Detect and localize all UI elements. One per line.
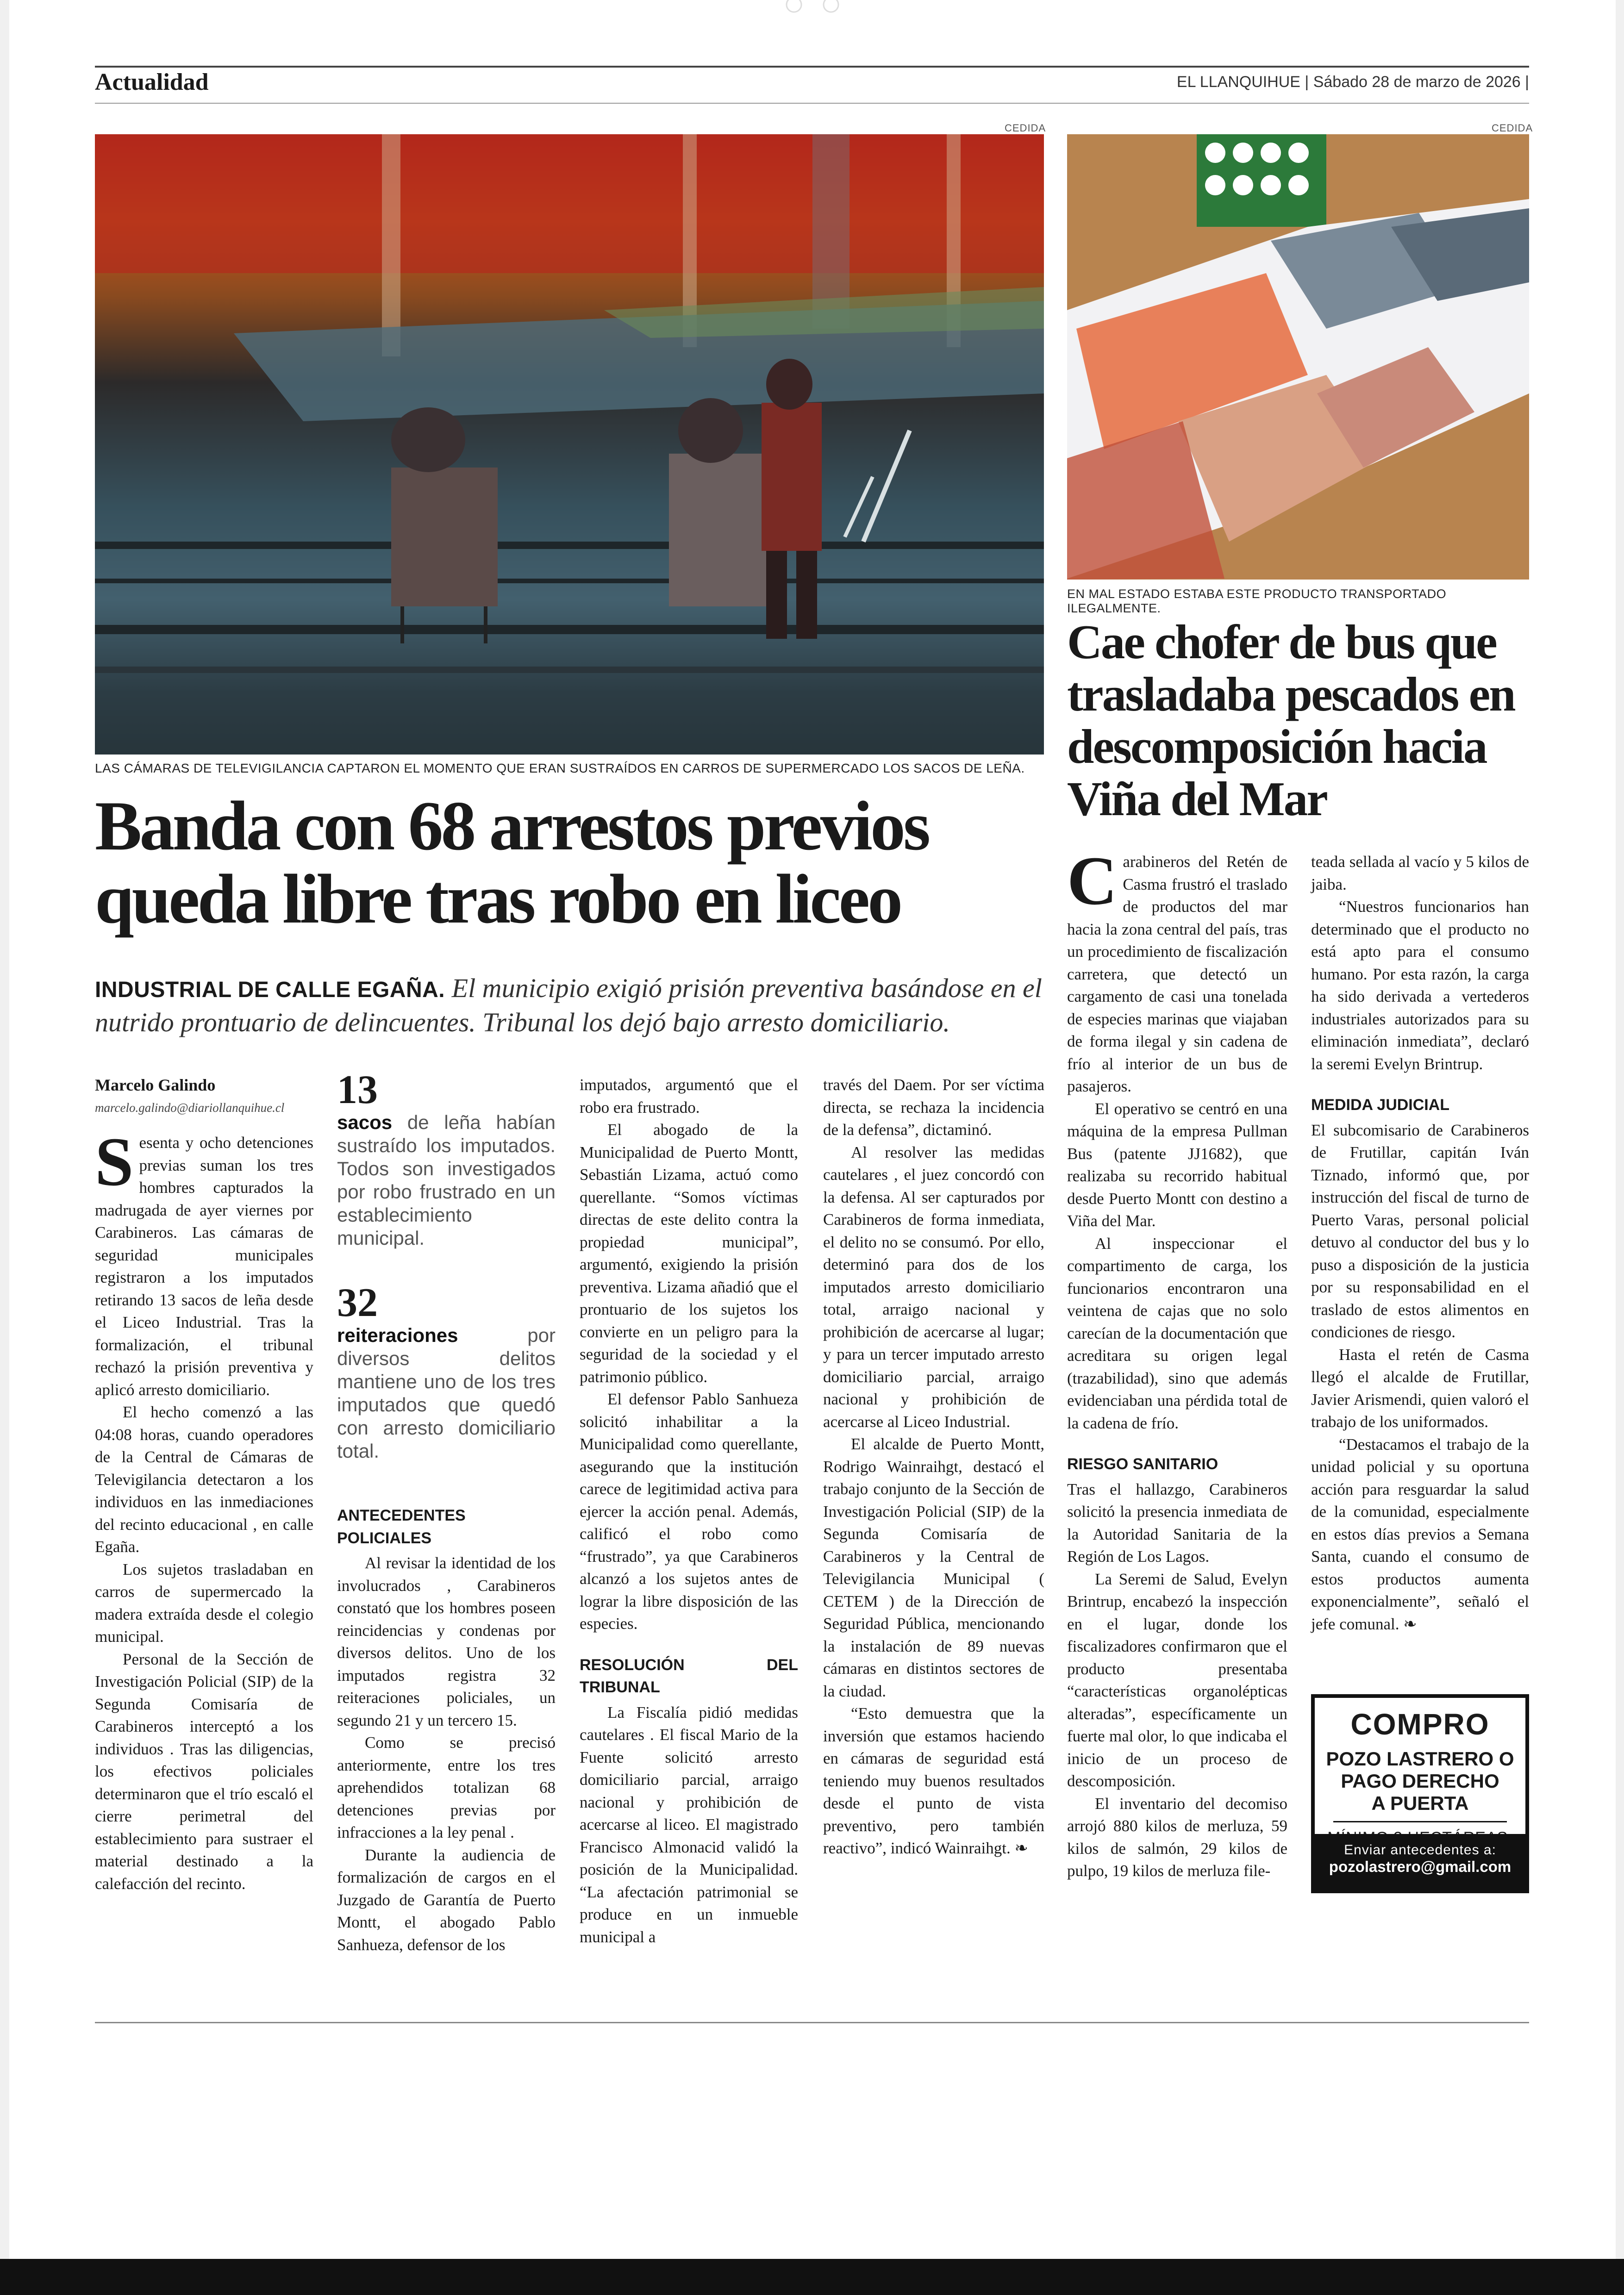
fact2-number: 32 [337, 1280, 378, 1325]
photo2-caption: EN MAL ESTADO ESTABA ESTE PRODUCTO TRANSPORTADO ILEGALMENTE. [1067, 587, 1447, 615]
photo-seized-fish [1067, 134, 1529, 580]
article2-para: teada sellada al vacío y 5 kilos de jaiba. [1311, 853, 1529, 893]
author-name: Marcelo Galindo [95, 1076, 216, 1094]
article1-headline-line2: queda libre tras robo en liceo [95, 860, 901, 938]
article1-col1 [95, 1074, 313, 1895]
article1-para: Al revisar la identidad de los involucrados , Carabineros constató que los hombres poseen reincidencias y condenas por diversos delitos. Uno de los imputados registra 32 reiteraciones policiales, un segundo 21 y un tercero 15. [337, 1554, 556, 1729]
article1-col4 [823, 1074, 1044, 1860]
photo1-caption: LAS CÁMARAS DE TELEVIGILANCIA CAPTARON EL MOMENTO QUE ERAN SUSTRAÍDOS EN CARROS DE SUPERMERCADO LOS SACOS DE LEÑA. [95, 761, 1025, 775]
article2-para: El operativo se centró en una máquina de la empresa Pullman Bus (patente JJ1682), que realizaba su recorrido habitual desde Puerto Montt con destino a Viña del Mar. [1067, 1099, 1287, 1230]
article1-para: imputados, argumentó que el robo era frustrado. [580, 1076, 798, 1116]
ad-title: COMPRO [1350, 1708, 1490, 1741]
header-top-rule [95, 66, 1529, 68]
article2-para: “Nuestros funcionarios han determinado que el producto no está apto para el consumo humano. Por esta razón, la carga ha sido derivada a vertederos industriales autorizados para su eliminación inmediata”, declaró la seremi Evelyn Brintrup. [1311, 898, 1529, 1073]
article2-para: Hasta el retén de Casma llegó el alcalde de Frutillar, Javier Arismendi, quien valoró el trabajo de los uniformados. [1311, 1345, 1529, 1431]
article1-para: El alcalde de Puerto Montt, Rodrigo Wainraihgt, destacó el trabajo conjunto de la Sección de Investigación Policial (SIP) de la Segunda Comisaría de Carabineros y la Central de Televigilancia Municipal ( CETEM ) de la Dirección de Seguridad Pública, mencionando la instalación de 89 nuevas cámaras en distintos sectores de la ciudad. [823, 1435, 1044, 1700]
article2-para: Carabineros del Retén de Casma frustró el traslado de productos del mar hacia la zona central del país, tras un procedimiento de fiscalización carretera, que detectó un cargamento de casi una tonelada de especies marinas que viajaban de forma ilegal y sin cadena de frío al interior de un bus de pasajeros. [1067, 842, 1287, 1095]
classified-ad[interactable] [1311, 1694, 1529, 1893]
article1-para: La Fiscalía pidió medidas cautelares . El fiscal Mario de la Fuente solicitó arresto domiciliario parcial, arraigo nacional y prohibición de acercarse al liceo. El magistrado Francisco Almonacid validó la posición de la Municipalidad. “La afectación patrimonial se produce en un inmueble municipal a [580, 1703, 798, 1946]
article1-para: El abogado de la Municipalidad de Puerto Montt, Sebastián Lizama, actuó como querellante. “Somos víctimas directas de este delito contra la propiedad municipal”, argumentó, exigiendo la prisión preventiva. Lizama añadió que el prontuario de los sujetos los convierte en un peligro para la seguridad de la sociedad y el patrimonio público. [580, 1121, 798, 1386]
article1-para: El hecho comenzó a las 04:08 horas, cuando operadores de la Central de Cámaras de Televigilancia detectaron a los individuos en las inmediaciones del recinto educacional , en calle Egaña. [95, 1403, 313, 1556]
article1-deck [95, 972, 1058, 1039]
ad-line3: A PUERTA [1371, 1792, 1469, 1814]
article1-para: Al resolver las medidas cautelares , el juez concordó con la defensa. Al ser capturados por Carabineros de forma inmediata, el delito no se consumó. Por ello, determinó para dos de los imputados arresto domiciliario total, arraigo nacional y prohibición de acercarse al lugar; y para un tercer imputado arresto domiciliario parcial, arraigo nacional y prohibición de acercarse al Liceo Industrial. [823, 1143, 1044, 1431]
fact2-label: reiteraciones por diversos delitos mantiene uno de los tres imputados que quedó con arresto domiciliario total. [337, 1324, 556, 1462]
fact1-label: sacos de leña habían sustraído los imputados. Todos son investigados por robo frustrado en un establecimiento municipal. [337, 1111, 556, 1249]
page-right-edge [1616, 0, 1624, 2295]
article2-para: Al inspeccionar el compartimento de carga, los funcionarios encontraron una veintena de cajas que no solo carecían de la documentación que acreditara su origen legal (trazabilidad), sino que además evidenciaban una pérdida total de la cadena de frío. [1067, 1234, 1287, 1432]
section-title: Actualidad [95, 69, 209, 95]
header-bottom-rule [95, 103, 1529, 104]
ad-email[interactable]: pozolastrero@gmail.com [1329, 1858, 1512, 1875]
article1-col3 [580, 1074, 798, 1948]
subhead-resolucion: RESOLUCIÓN DEL TRIBUNAL [580, 1656, 798, 1696]
article1-para: Sesenta y ocho detenciones previas suman los tres hombres capturados la madrugada de ayer viernes por Carabineros. Las cámaras de seguridad municipales registraron a los imputados retirando 13 sacos de leña desde el Liceo Industrial. Tras la formalización, el tribunal rechazó la prisión preventiva y aplicó arresto domiciliario. [95, 1123, 313, 1399]
article1-para: Como se precisó anteriormente, entre los tres aprehendidos totalizan 68 detenciones previas por infracciones a la ley penal . [337, 1734, 556, 1841]
ad-rule [1333, 1821, 1507, 1822]
article2-headline: Cae chofer de bus que trasladaba pescados en descomposición hacia Viña del Mar [1067, 615, 1515, 826]
end-mark-icon: ❧ [1403, 1615, 1417, 1633]
subhead-antecedentes: ANTECEDENTES POLICIALES [337, 1507, 466, 1547]
fact1-number: 13 [337, 1067, 378, 1112]
photo2-credit: CEDIDA [1492, 122, 1533, 134]
article1-para: través del Daem. Por ser víctima directa, se rechaza la incidencia de la defensa”, dictaminó. [823, 1076, 1044, 1139]
author-email: marcelo.galindo@diariollanquihue.cl [95, 1100, 285, 1115]
article1-kicker: INDUSTRIAL DE CALLE EGAÑA. [95, 978, 445, 1002]
article2-col2 [1311, 851, 1529, 1635]
drop-cap: S [95, 1123, 134, 1200]
subhead-riesgo: RIESGO SANITARIO [1067, 1455, 1218, 1473]
footer-bar [0, 2259, 1624, 2295]
article2-para: El subcomisario de Carabineros de Frutillar, capitán Iván Tiznado, informó que, por instrucción del fiscal de turno de Puerto Varas, personal policial detuvo al conductor del bus y lo puso a disposición de la justicia por su responsabilidad en el traslado de estos alimentos en condiciones de riesgo. [1311, 1121, 1529, 1341]
article1-headline [95, 787, 1058, 938]
prev-page-icon[interactable] [787, 0, 801, 12]
ad-line1: POZO LASTRERO O [1326, 1748, 1514, 1770]
drop-cap: C [1067, 842, 1118, 919]
page-nav[interactable] [785, 0, 840, 16]
subhead-medida: MEDIDA JUDICIAL [1311, 1096, 1450, 1114]
ad-line2: PAGO DERECHO [1341, 1770, 1499, 1792]
article2-para: Tras el hallazgo, Carabineros solicitó la presencia inmediata de la Autoridad Sanitaria de la Región de Los Lagos. [1067, 1480, 1287, 1565]
article2-para: La Seremi de Salud, Evelyn Brintrup, encabezó la inspección en el lugar, donde los fiscalizadores confirmaron que el producto presentaba “características organolépticas alteradas”, específicamente un fuerte mal olor, lo que indicaba el inicio de un proceso de descomposición. [1067, 1570, 1287, 1790]
article2-col1 [1067, 842, 1287, 1883]
ad-send-label: Enviar antecedentes a: [1344, 1842, 1496, 1858]
article1-para: Durante la audiencia de formalización de cargos en el Juzgado de Garantía de Puerto Montt, el abogado Pablo Sanhueza, defensor de los [337, 1846, 556, 1954]
article2-para: “Destacamos el trabajo de la unidad policial y su oportuna acción para resguardar la salud de la comunidad, especialmente en estos días previos a Semana Santa, cuando el consumo de estos productos aumenta exponencialmente”, señaló el jefe comunal. ❧ [1311, 1435, 1529, 1633]
article1-para: Los sujetos trasladaban en carros de supermercado la madera extraída desde el colegio municipal. [95, 1560, 313, 1646]
end-mark-icon: ❧ [1014, 1839, 1028, 1857]
bottom-rule [95, 2022, 1529, 2023]
article1-para: “Esto demuestra que la inversión que estamos haciendo en cámaras de seguridad está teniendo muy buenos resultados desde el punto de vista preventivo, pero también reactivo”, indicó Wainraihgt. ❧ [823, 1704, 1044, 1857]
article1-deck-text: El municipio exigió prisión preventiva basándose en el nutrido prontuario de delincuentes. Tribunal los dejó bajo arresto domiciliario. [95, 973, 1042, 1037]
article2-para: El inventario del decomiso arrojó 880 kilos de merluza, 59 kilos de salmón, 29 kilos de pulpo, 19 kilos de merluza file- [1067, 1794, 1287, 1880]
article1-col2 [337, 1069, 556, 1956]
photo-cctv-theft [95, 134, 1044, 755]
page-left-edge [0, 0, 9, 2295]
article1-para: El defensor Pablo Sanhueza solicitó inhabilitar a la Municipalidad como querellante, asegurando que la institución carece de legitimidad activa para ejercer la acción penal. Además, calificó el robo como “frustrado”, ya que Carabineros alcanzó a los sujetos antes de lograr la libre disposición de las especies. [580, 1390, 798, 1633]
article1-para: Personal de la Sección de Investigación Policial (SIP) de la Segunda Comisaría de Carabineros interceptó a los individuos . Tras las diligencias, los efectivos policiales determinaron que el trío escaló el cierre perimetral del establecimiento para sustraer el material destinado a la calefacción del recinto. [95, 1650, 313, 1893]
next-page-icon[interactable] [824, 0, 838, 12]
ad-contact-band [1315, 1834, 1525, 1890]
photo1-credit: CEDIDA [1005, 122, 1046, 134]
article1-headline-line1: Banda con 68 arrestos previos [95, 787, 929, 865]
masthead: EL LLANQUIHUE | Sábado 28 de marzo de 2026 | [1176, 73, 1529, 91]
